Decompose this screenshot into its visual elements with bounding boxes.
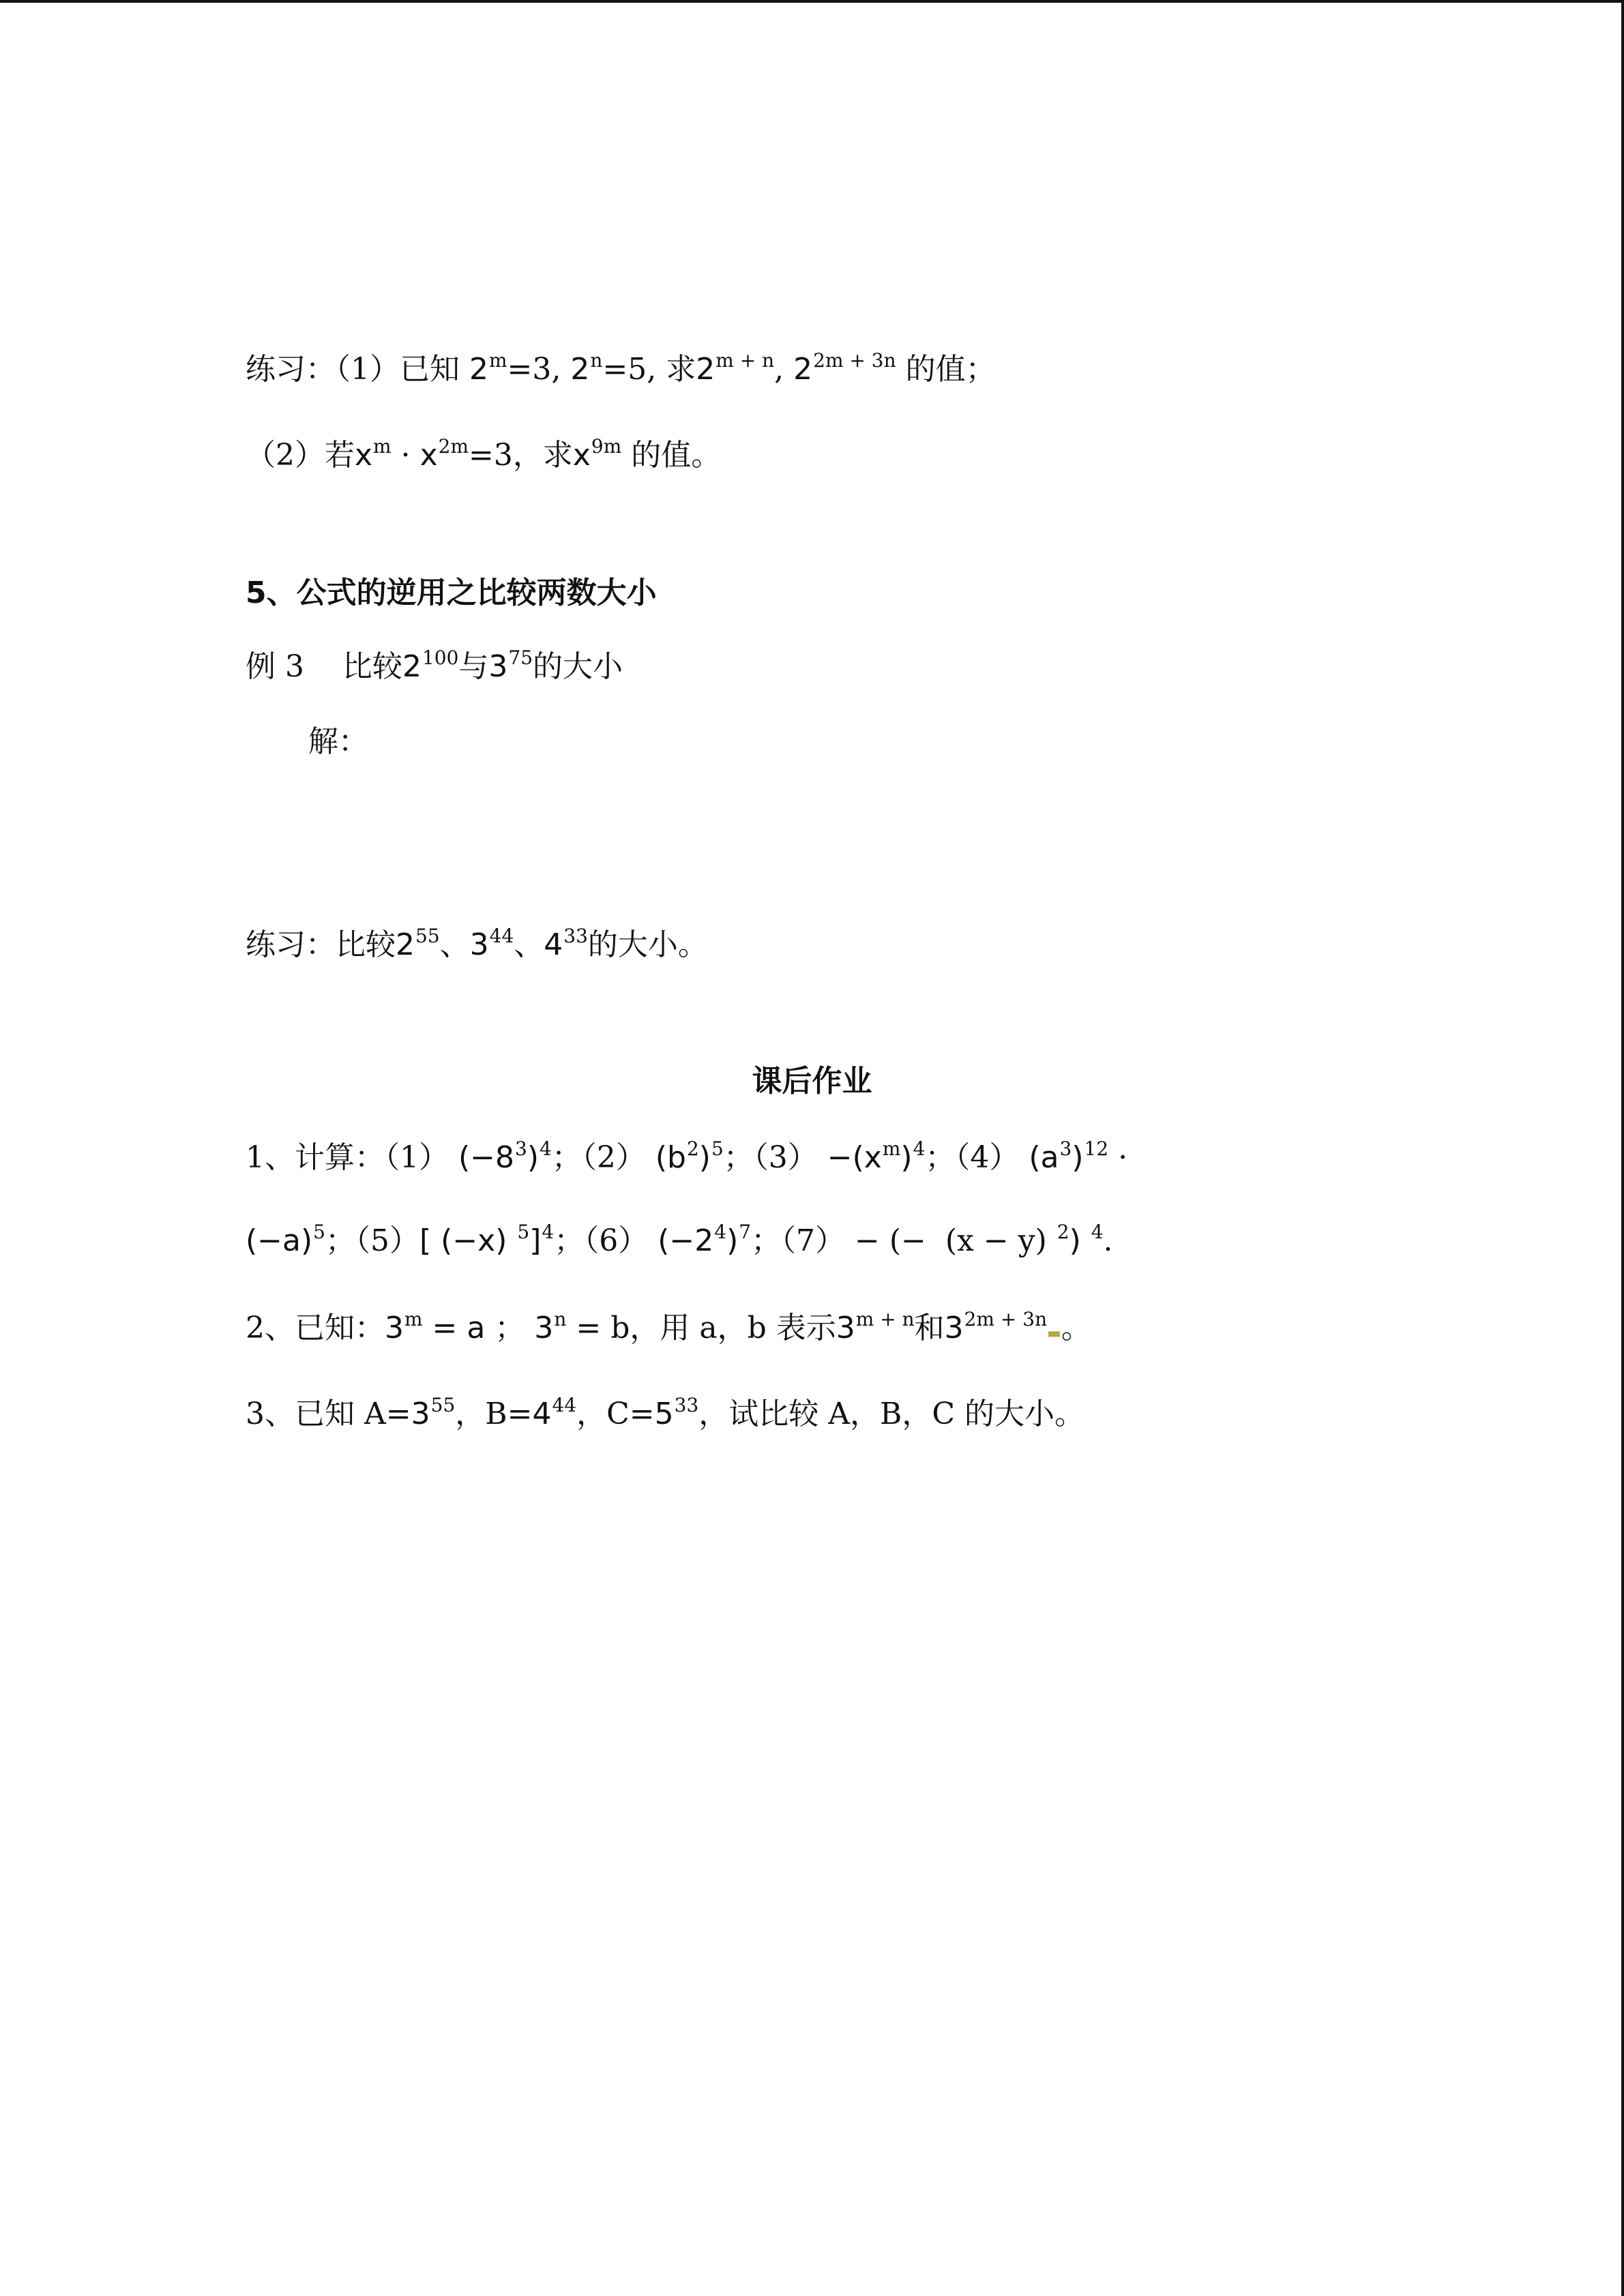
homework-title: 课后作业 <box>752 1064 872 1099</box>
base: 2 <box>793 352 813 387</box>
text: · <box>1108 1140 1128 1175</box>
exponent: 4 <box>1091 1221 1104 1243</box>
base: 3 <box>836 1311 855 1345</box>
exponent: 100 <box>422 646 459 669</box>
exponent: 55 <box>430 1394 456 1416</box>
text: 、 <box>514 927 544 962</box>
base: 3 <box>944 1311 964 1345</box>
expr: −(x <box>827 1140 882 1175</box>
exponent: 2m <box>438 435 469 458</box>
text: 例 3 比较 <box>246 649 402 684</box>
exponent: m <box>882 1137 901 1160</box>
text: 。 <box>1061 1311 1091 1345</box>
text: ；（4） <box>925 1140 1029 1175</box>
exponent: m <box>488 349 507 372</box>
homework-q2 <box>246 1308 1091 1354</box>
base: 4 <box>532 1397 552 1431</box>
base: x <box>572 438 591 473</box>
homework-q3 <box>246 1394 1084 1438</box>
text: =5, 求 <box>602 352 696 387</box>
exponent: 4 <box>714 1221 727 1243</box>
exponent: 44 <box>489 925 514 947</box>
text: ；（6） <box>554 1223 658 1258</box>
exponent: 44 <box>552 1394 577 1416</box>
text: , <box>774 352 794 387</box>
expr: ] <box>529 1223 542 1258</box>
expr: [ (−x) <box>419 1223 517 1258</box>
format-mark: ▬ <box>1047 1325 1061 1342</box>
expr: (a <box>1029 1140 1059 1175</box>
text: 的值； <box>896 352 996 387</box>
text: 练习：比较 <box>246 927 396 962</box>
text: . <box>1103 1223 1113 1258</box>
expr: ) <box>1069 1223 1091 1258</box>
base: 2 <box>396 927 415 962</box>
text: = a ； <box>422 1311 535 1345</box>
exponent: 5 <box>517 1221 530 1243</box>
exponent: 9m <box>591 435 622 458</box>
expr: (−2 <box>658 1223 714 1258</box>
text: 的大小 <box>533 649 623 684</box>
expr: (−8 <box>458 1140 515 1175</box>
exponent: 4 <box>913 1137 926 1160</box>
base: 5 <box>654 1397 674 1431</box>
text: = b，用 a，b 表示 <box>566 1311 836 1345</box>
text: ，试比较 A，B，C 的大小。 <box>698 1397 1085 1431</box>
practice-1-part-1 <box>246 349 996 393</box>
exponent: 5 <box>711 1137 724 1160</box>
exponent: 4 <box>542 1221 555 1243</box>
text: 的大小。 <box>587 927 708 962</box>
text: 练习：（1）已知 <box>246 352 469 387</box>
text: ；（7） − (− (x − y) <box>751 1223 1057 1258</box>
exponent: n <box>554 1308 567 1330</box>
homework-q1-line-2 <box>246 1221 1113 1265</box>
practice-1-part-2 <box>246 435 721 479</box>
practice-2 <box>246 925 708 969</box>
text: 和 <box>914 1311 945 1345</box>
base: 3 <box>385 1311 404 1345</box>
exponent: 33 <box>674 1394 699 1416</box>
base: 2 <box>696 352 715 387</box>
base: 2 <box>570 352 590 387</box>
base: 3 <box>411 1397 430 1431</box>
text: ；（3） <box>723 1140 827 1175</box>
example-3 <box>246 646 623 691</box>
base: 2 <box>402 649 422 684</box>
text: ；（5） <box>325 1223 419 1258</box>
exponent: 3 <box>1059 1137 1072 1160</box>
base: x <box>355 438 373 473</box>
expr: (−a) <box>246 1223 313 1258</box>
text: （2）若 <box>246 438 355 473</box>
text: 1、计算：（1） <box>246 1140 458 1175</box>
exponent: 2 <box>686 1137 699 1160</box>
expr: ) <box>900 1140 913 1175</box>
base: 3 <box>488 649 508 684</box>
expr: ) <box>1072 1140 1084 1175</box>
exponent: 33 <box>563 925 588 947</box>
text: ；（2） <box>551 1140 655 1175</box>
exponent: 5 <box>313 1221 325 1243</box>
text: =3，求 <box>469 438 573 473</box>
text: 、 <box>439 927 470 962</box>
exponent: 55 <box>415 925 440 947</box>
base: 4 <box>544 927 563 962</box>
exponent: 4 <box>540 1137 552 1160</box>
text: 2、已知： <box>246 1311 385 1345</box>
exponent: m <box>404 1308 423 1330</box>
expr: ) <box>726 1223 739 1258</box>
solution-label: 解： <box>308 724 368 759</box>
exponent: m <box>373 435 392 458</box>
exponent: 3 <box>515 1137 527 1160</box>
exponent: n <box>590 349 603 372</box>
exponent: 2 <box>1057 1221 1069 1243</box>
exponent: 12 <box>1084 1137 1109 1160</box>
exponent: 75 <box>508 646 533 669</box>
exponent: 7 <box>739 1221 752 1243</box>
section-5-title: 5、公式的逆用之比较两数大小 <box>246 576 657 610</box>
text: 的值。 <box>621 438 722 473</box>
homework-q1-line-1 <box>246 1137 1127 1182</box>
text: 与 <box>458 649 489 684</box>
base: 3 <box>534 1311 554 1345</box>
expr: ) <box>527 1140 540 1175</box>
exponent: 2m + 3n <box>964 1308 1048 1330</box>
base: 3 <box>469 927 489 962</box>
text: · <box>391 438 420 473</box>
base: 2 <box>469 352 488 387</box>
expr: (b <box>655 1140 686 1175</box>
exponent: m + n <box>855 1308 915 1330</box>
exponent: 2m + 3n <box>813 349 896 372</box>
exponent: m + n <box>715 349 775 372</box>
text: =3, <box>507 352 571 387</box>
base: x <box>419 438 438 473</box>
text: 3、已知 A= <box>246 1397 411 1431</box>
text: ，B= <box>455 1397 533 1431</box>
expr: ) <box>698 1140 711 1175</box>
text: ，C= <box>576 1397 655 1431</box>
